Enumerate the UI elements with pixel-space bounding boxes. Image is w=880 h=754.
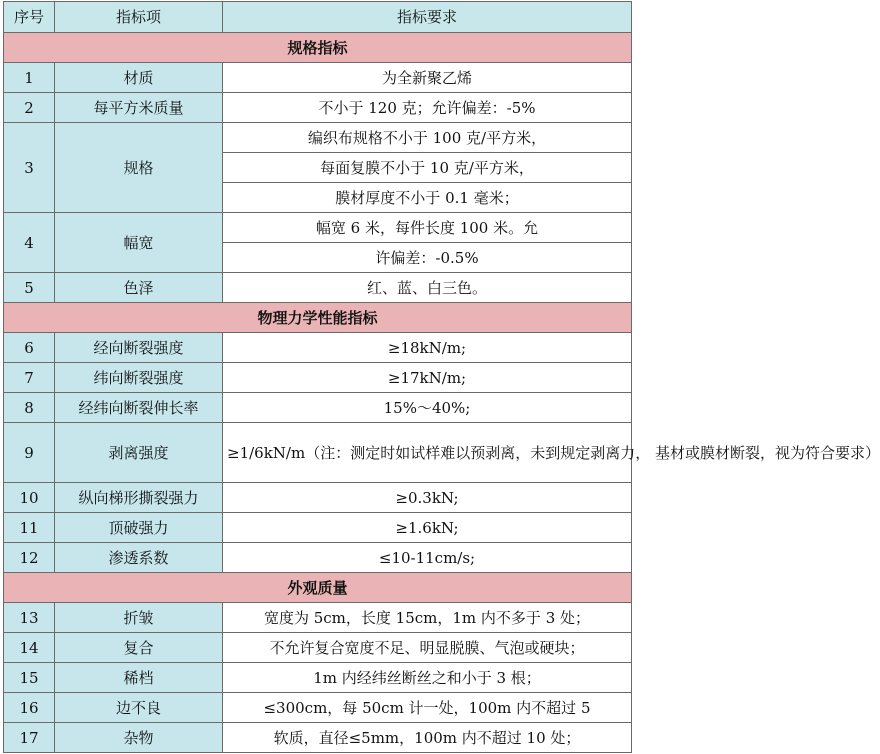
- row-number[interactable]: 13: [4, 603, 55, 633]
- header-item[interactable]: 指标项: [55, 2, 223, 33]
- row-number[interactable]: 7: [4, 363, 55, 393]
- row-item[interactable]: 杂物: [55, 723, 223, 753]
- table-row: [4, 723, 632, 753]
- table-row: [4, 483, 632, 513]
- table-row: [4, 273, 632, 303]
- row-item[interactable]: 剥离强度: [55, 423, 223, 483]
- row-number[interactable]: 12: [4, 543, 55, 573]
- row-requirement[interactable]: 编织布规格不小于 100 克/平方米，: [223, 123, 632, 153]
- row-requirement[interactable]: ≤300cm，每 50cm 计一处，100m 内不超过 5: [223, 693, 632, 723]
- row-item[interactable]: 稀档: [55, 663, 223, 693]
- table-row: [4, 393, 632, 423]
- row-requirement[interactable]: 1m 内经纬丝断丝之和小于 3 根；: [223, 663, 632, 693]
- row-requirement[interactable]: 膜材厚度不小于 0.1 毫米；: [223, 183, 632, 213]
- table-row: [4, 633, 632, 663]
- row-item[interactable]: 复合: [55, 633, 223, 663]
- row-number[interactable]: 9: [4, 423, 55, 483]
- row-item[interactable]: 纵向梯形撕裂强力: [55, 483, 223, 513]
- table-row: [4, 603, 632, 633]
- row-item[interactable]: 色泽: [55, 273, 223, 303]
- section-physical[interactable]: 物理力学性能指标: [4, 303, 632, 333]
- row-number[interactable]: 8: [4, 393, 55, 423]
- row-requirement[interactable]: 许偏差：-0.5%: [223, 243, 632, 273]
- row-requirement[interactable]: 15%～40%;: [223, 393, 632, 423]
- row-item[interactable]: 渗透系数: [55, 543, 223, 573]
- header-requirement[interactable]: 指标要求: [223, 2, 632, 33]
- header-row: [4, 2, 632, 33]
- spec-table: [3, 1, 880, 753]
- row-requirement[interactable]: ≤10-11cm/s;: [223, 543, 632, 573]
- table-row: [4, 423, 632, 483]
- table-row: [4, 123, 632, 153]
- row-requirement[interactable]: 每面复膜不小于 10 克/平方米，: [223, 153, 632, 183]
- table-row: [4, 333, 632, 363]
- row-number[interactable]: 11: [4, 513, 55, 543]
- row-requirement[interactable]: ≥0.3kN;: [223, 483, 632, 513]
- row-item[interactable]: 边不良: [55, 693, 223, 723]
- table-row: [4, 693, 632, 723]
- row-requirement[interactable]: 幅宽 6 米，每件长度 100 米。允: [223, 213, 632, 243]
- row-number[interactable]: 2: [4, 93, 55, 123]
- row-requirement[interactable]: 为全新聚乙烯: [223, 63, 632, 93]
- row-number[interactable]: 5: [4, 273, 55, 303]
- row-item[interactable]: 纬向断裂强度: [55, 363, 223, 393]
- table-row: [4, 543, 632, 573]
- row-requirement[interactable]: 宽度为 5cm，长度 15cm，1m 内不多于 3 处；: [223, 603, 632, 633]
- row-item[interactable]: 规格: [55, 123, 223, 213]
- row-item[interactable]: 幅宽: [55, 213, 223, 273]
- section-row: [4, 303, 632, 333]
- row-number[interactable]: 10: [4, 483, 55, 513]
- row-requirement[interactable]: ≥17kN/m;: [223, 363, 632, 393]
- table-row: [4, 213, 632, 243]
- row-item[interactable]: 折皱: [55, 603, 223, 633]
- row-item[interactable]: 经纬向断裂伸长率: [55, 393, 223, 423]
- row-number[interactable]: 15: [4, 663, 55, 693]
- table-row: [4, 663, 632, 693]
- row-number[interactable]: 16: [4, 693, 55, 723]
- row-number[interactable]: 6: [4, 333, 55, 363]
- section-row: [4, 573, 632, 603]
- row-number[interactable]: 3: [4, 123, 55, 213]
- row-requirement[interactable]: 软质，直径≤5mm，100m 内不超过 10 处；: [223, 723, 632, 753]
- table-row: [4, 363, 632, 393]
- row-number[interactable]: 1: [4, 63, 55, 93]
- row-item[interactable]: 经向断裂强度: [55, 333, 223, 363]
- row-requirement[interactable]: 不允许复合宽度不足、明显脱膜、气泡或硬块；: [223, 633, 632, 663]
- row-requirement[interactable]: ≥1/6kN/m（注：测定时如试样难以预剥离，未到规定剥离力， 基材或膜材断裂，视为符合要求）: [223, 423, 632, 483]
- row-number[interactable]: 4: [4, 213, 55, 273]
- row-number[interactable]: 17: [4, 723, 55, 753]
- section-row: [4, 33, 632, 63]
- row-requirement[interactable]: 红、蓝、白三色。: [223, 273, 632, 303]
- row-requirement[interactable]: 不小于 120 克；允许偏差：-5%: [223, 93, 632, 123]
- row-number[interactable]: 14: [4, 633, 55, 663]
- row-requirement[interactable]: ≥1.6kN;: [223, 513, 632, 543]
- table-row: [4, 513, 632, 543]
- section-appearance[interactable]: 外观质量: [4, 573, 632, 603]
- row-item[interactable]: 每平方米质量: [55, 93, 223, 123]
- section-spec[interactable]: 规格指标: [4, 33, 632, 63]
- row-requirement[interactable]: ≥18kN/m;: [223, 333, 632, 363]
- table-row: [4, 63, 632, 93]
- table-row: [4, 93, 632, 123]
- row-item[interactable]: 材质: [55, 63, 223, 93]
- header-index[interactable]: 序号: [4, 2, 55, 33]
- row-item[interactable]: 顶破强力: [55, 513, 223, 543]
